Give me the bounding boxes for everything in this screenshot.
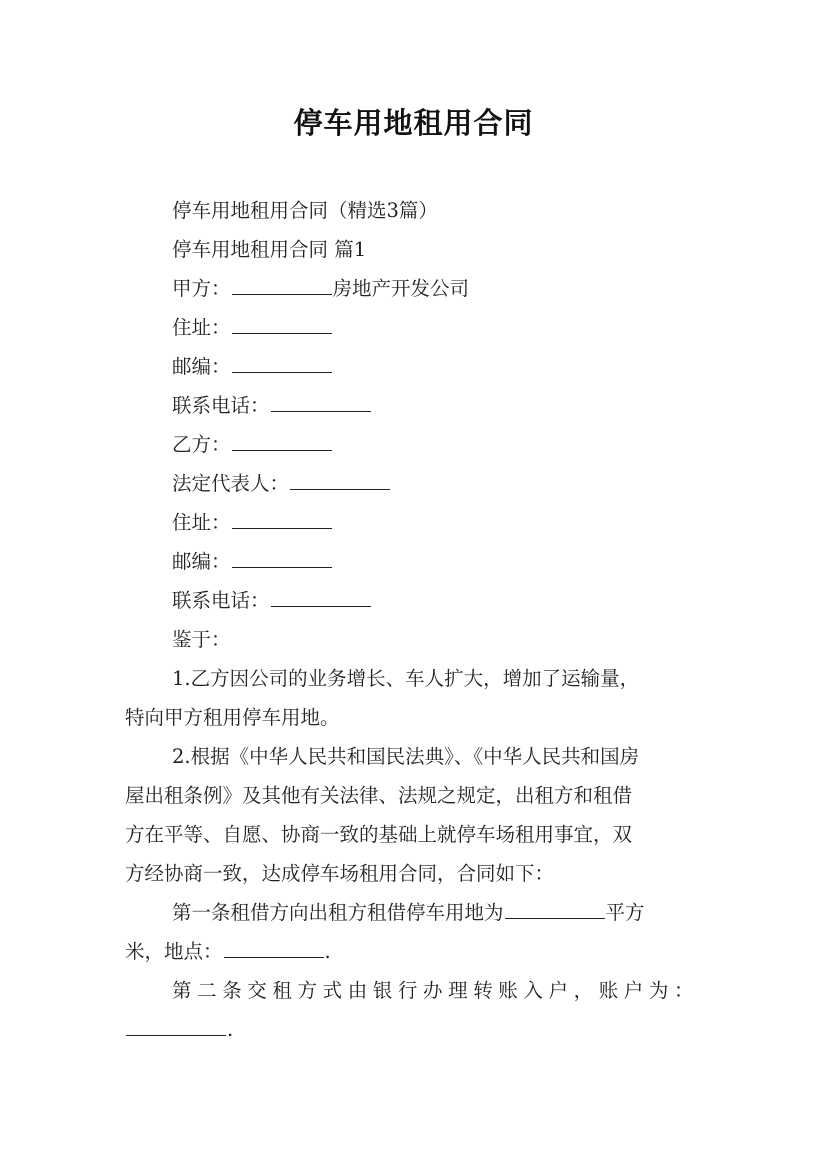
party-b-postcode-label: 邮编： [172,550,231,573]
party-a-phone-blank [271,393,371,412]
party-b-address-blank [232,510,332,529]
article1-area-blank [505,900,605,919]
party-b-name-blank [232,432,332,451]
party-a-postcode-label: 邮编： [172,355,231,378]
party-b-address-label: 住址： [172,511,231,534]
party-a-label: 甲方： [172,277,231,300]
party-b-label: 乙方： [172,433,231,456]
article1-location-blank [224,939,324,958]
party-a-phone-line [172,392,372,420]
party-b-address-line [172,509,333,537]
party-a-phone-label: 联系电话： [172,394,270,417]
article2-line2 [125,1016,233,1044]
section-heading: 停车用地租用合同 篇1 [172,238,367,261]
article1-period: . [324,940,331,963]
article1-text-a: 第一条租借方向出租方租借停车用地为 [172,901,504,924]
article2-account-blank [126,1017,226,1036]
party-a-postcode-blank [232,354,332,373]
article1-location-label: 米，地点： [125,940,223,963]
party-b-postcode-blank [232,549,332,568]
party-a-name-blank [232,276,332,295]
party-a-postcode-line [172,353,333,381]
document-subtitle: 停车用地租用合同（精选3篇） [172,199,438,222]
clause2-line3: 方在平等、自愿、协商一致的基础上就停车场租用事宜，双 [125,823,633,846]
whereas-label: 鉴于： [172,628,231,651]
party-b-rep-blank [290,471,390,490]
party-a-suffix: 房地产开发公司 [332,277,470,300]
clause2-line2: 屋出租条例》及其他有关法律、法规之规定，出租方和租借 [125,784,633,807]
party-a-address-line [172,314,333,342]
article1-text-b: 平方 [605,901,645,924]
document-title: 停车用地租用合同 [293,106,534,140]
clause1-line1: 1.乙方因公司的业务增长、车人扩大，增加了运输量， [172,667,640,690]
party-b-phone-label: 联系电话： [172,589,270,612]
party-a-address-label: 住址： [172,316,231,339]
party-b-phone-blank [271,588,371,607]
clause2-line4: 方经协商一致，达成停车场租用合同，合同如下： [125,862,555,885]
party-b-postcode-line [172,548,333,576]
clause1-line2: 特向甲方租用停车用地。 [125,706,340,729]
party-a-line [172,275,469,303]
clause2-line1: 2.根据《中华人民共和国民法典》、《中华人民共和国房 [172,745,640,768]
article1-line2 [125,938,331,966]
party-b-rep-label: 法定代表人： [172,472,290,495]
article2-line1: 第二条交租方式由银行办理转账入户，账户为： [172,979,700,1002]
article1-line1 [172,899,645,927]
party-b-line [172,431,333,459]
party-a-address-blank [232,315,332,334]
party-b-phone-line [172,587,372,615]
article2-period: . [227,1018,234,1041]
party-b-rep-line [172,470,391,498]
